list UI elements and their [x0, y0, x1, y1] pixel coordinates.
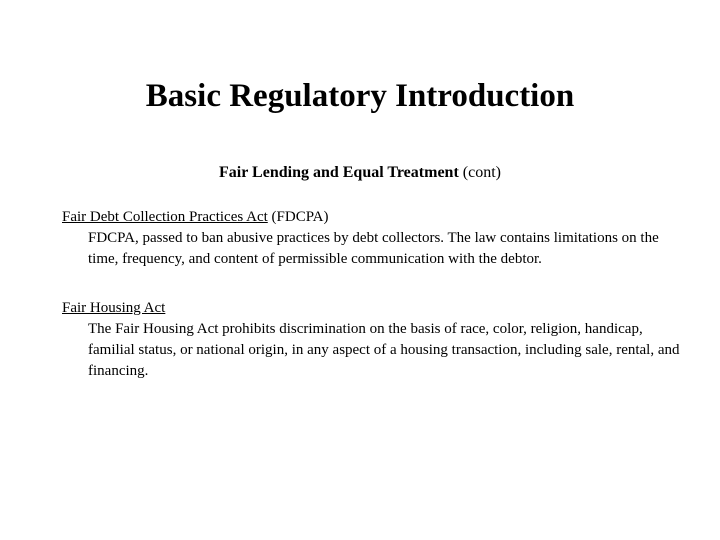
fdcpa-title: Fair Debt Collection Practices Act	[62, 209, 268, 225]
section-heading-fair-housing	[62, 298, 682, 319]
slide-title: Basic Regulatory Introduction	[145, 78, 575, 114]
section-fdcpa	[62, 207, 682, 270]
section-body-fair-housing: The Fair Housing Act prohibits discrimination on the basis of race, color, religion, handicap, familial status, or national origin, in any aspect of a housing transaction, including sale, rental, and financing.	[88, 321, 680, 379]
fair-housing-title: Fair Housing Act	[62, 300, 166, 316]
section-heading-fdcpa	[62, 207, 682, 228]
subtitle-suffix: (cont)	[462, 164, 501, 181]
fdcpa-abbreviation: (FDCPA)	[271, 209, 329, 225]
section-fair-housing	[62, 298, 682, 382]
subtitle-main: Fair Lending and Equal Treatment	[219, 164, 459, 181]
section-body-fdcpa: FDCPA, passed to ban abusive practices by debt collectors. The law contains limitations on the time, frequency, and content of permissible communication with the debtor.	[88, 230, 659, 267]
slide-subtitle	[0, 162, 720, 184]
